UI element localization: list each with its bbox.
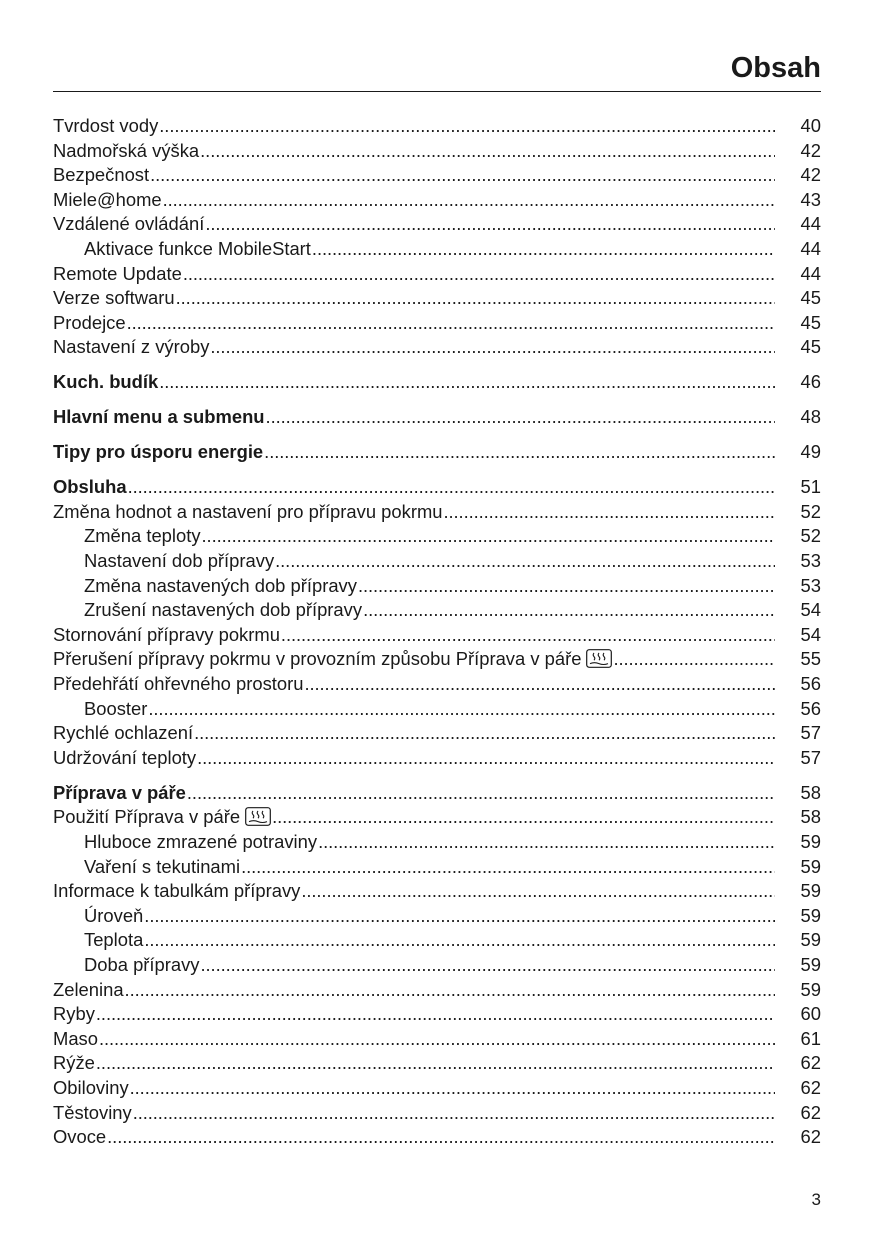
dot-leader (159, 370, 775, 395)
dot-leader (133, 1101, 775, 1126)
toc-entry[interactable] (53, 623, 821, 648)
toc-entry-page: 44 (800, 237, 821, 259)
toc-entry-page: 48 (800, 406, 821, 428)
toc-entry-label: Obsluha (53, 476, 127, 498)
toc-entry[interactable] (53, 805, 821, 830)
toc-entry-label: Úroveň (84, 904, 144, 926)
dot-leader (444, 500, 776, 525)
toc-entry-page: 51 (800, 476, 821, 498)
toc-subentry[interactable] (53, 855, 821, 880)
toc-entry-page: 52 (800, 525, 821, 547)
page-number: 3 (811, 1190, 821, 1209)
dot-leader (205, 212, 775, 237)
toc-entry[interactable] (53, 746, 821, 771)
dot-leader (163, 188, 775, 213)
dot-leader (127, 311, 775, 336)
toc-entry-page: 49 (800, 441, 821, 463)
toc-entry-page: 53 (800, 550, 821, 572)
toc-entry-page: 62 (800, 1076, 821, 1098)
steam-mode-icon (586, 649, 612, 668)
toc-entry[interactable] (53, 188, 821, 213)
dot-leader (187, 781, 775, 806)
toc-entry-label: Kuch. budík (53, 371, 159, 393)
toc-entry-label: Rychlé ochlazení (53, 722, 194, 744)
toc-section-heading[interactable] (53, 370, 821, 395)
toc-entry-page: 52 (800, 500, 821, 522)
toc-entry-page: 59 (800, 978, 821, 1000)
toc-entry-label: Tipy pro úsporu energie (53, 441, 264, 463)
toc-entry[interactable] (53, 647, 821, 672)
toc-entry[interactable] (53, 286, 821, 311)
toc-entry[interactable] (53, 139, 821, 164)
toc-entry-text: Přerušení přípravy pokrmu v provozním způsobu Příprava v páře (53, 648, 582, 670)
toc-entry-page: 60 (800, 1003, 821, 1025)
toc-entry-label: Příprava v páře (53, 781, 186, 803)
toc-subentry[interactable] (53, 524, 821, 549)
toc-entry-page: 40 (800, 115, 821, 136)
toc-entry[interactable] (53, 1125, 821, 1150)
dot-leader (183, 262, 775, 287)
toc-subentry[interactable] (53, 598, 821, 623)
toc-entry[interactable] (53, 721, 821, 746)
toc-entry-label: Vzdálené ovládání (53, 213, 205, 235)
toc-entry-page: 54 (800, 599, 821, 621)
toc-entry-page: 44 (800, 213, 821, 235)
toc-entry-label: Informace k tabulkám přípravy (53, 880, 301, 902)
toc-entry-page: 42 (800, 139, 821, 161)
dot-leader (304, 672, 775, 697)
toc-entry-page: 56 (800, 697, 821, 719)
toc-entry-label: Udržování teploty (53, 746, 197, 768)
toc-entry-label: Předehřátí ohřevného prostoru (53, 673, 304, 695)
toc-entry-label: Hluboce zmrazené potraviny (84, 830, 318, 852)
toc-subentry[interactable] (53, 830, 821, 855)
toc-entry-label: Těstoviny (53, 1101, 132, 1123)
toc-subentry[interactable] (53, 953, 821, 978)
toc-section-heading[interactable] (53, 405, 821, 430)
toc-entry-label: Hlavní menu a submenu (53, 406, 265, 428)
toc-subentry[interactable] (53, 549, 821, 574)
toc-entry[interactable] (53, 879, 821, 904)
title-divider (53, 91, 821, 92)
toc-subentry[interactable] (53, 574, 821, 599)
toc-entry-page: 45 (800, 336, 821, 358)
toc-section-heading[interactable] (53, 475, 821, 500)
toc-entry[interactable] (53, 978, 821, 1003)
toc-entry-page: 53 (800, 574, 821, 596)
toc-section-heading[interactable] (53, 781, 821, 806)
dot-leader (363, 598, 775, 623)
toc-entry-page: 59 (800, 953, 821, 975)
toc-entry-label: Zelenina (53, 978, 124, 1000)
toc-entry-label (53, 805, 271, 830)
dot-leader (128, 475, 775, 500)
toc-entry-page: 44 (800, 262, 821, 284)
toc-entry-page: 46 (800, 371, 821, 393)
dot-leader (96, 1051, 775, 1076)
toc-entry-page: 62 (800, 1101, 821, 1123)
toc-entry[interactable] (53, 212, 821, 237)
toc-entry-page: 58 (800, 781, 821, 803)
toc-entry[interactable] (53, 1027, 821, 1052)
dot-leader (272, 805, 775, 830)
toc-entry-page: 55 (800, 648, 821, 670)
toc-entry[interactable] (53, 262, 821, 287)
toc-entry-label: Změna hodnot a nastavení pro přípravu pokrmu (53, 500, 443, 522)
toc-entry-label: Verze softwaru (53, 287, 175, 309)
toc-entry-label: Booster (84, 697, 148, 719)
dot-leader (266, 405, 775, 430)
toc-entry-page: 59 (800, 830, 821, 852)
dot-leader (159, 114, 775, 139)
toc-subentry[interactable] (53, 697, 821, 722)
toc-entry[interactable] (53, 114, 821, 139)
steam-mode-icon (245, 807, 271, 826)
toc-entry-page: 54 (800, 623, 821, 645)
toc-entry-page: 43 (800, 188, 821, 210)
toc-entry-page: 59 (800, 929, 821, 951)
toc-entry-label: Prodejce (53, 311, 126, 333)
toc-entry-label: Miele@home (53, 188, 162, 210)
dot-leader (241, 855, 775, 880)
toc-entry[interactable] (53, 1051, 821, 1076)
toc-entry[interactable] (53, 1101, 821, 1126)
dot-leader (202, 524, 775, 549)
toc-subentry[interactable] (53, 928, 821, 953)
dot-leader (96, 1002, 775, 1027)
dot-leader (318, 830, 775, 855)
toc-entry-page: 57 (800, 722, 821, 744)
toc-entry-label: Tvrdost vody (53, 115, 159, 136)
toc-entry-label: Stornování přípravy pokrmu (53, 623, 280, 645)
toc-entry-label: Aktivace funkce MobileStart (84, 237, 311, 259)
toc-entry-page: 42 (800, 164, 821, 186)
toc-entry-label (53, 647, 612, 672)
toc-entry-text: Použití Příprava v páře (53, 806, 241, 828)
dot-leader (197, 746, 775, 771)
toc-entry-page: 59 (800, 880, 821, 902)
toc-entry-label: Zrušení nastavených dob přípravy (84, 599, 363, 621)
toc-entry[interactable] (53, 311, 821, 336)
toc-entry-label: Změna teploty (84, 525, 201, 547)
toc-entry-page: 57 (800, 746, 821, 768)
toc-entry-page: 59 (800, 904, 821, 926)
dot-leader (148, 697, 775, 722)
dot-leader (99, 1027, 775, 1052)
toc-entry[interactable] (53, 500, 821, 525)
toc-entry-page: 61 (800, 1027, 821, 1049)
toc-entry-label: Vaření s tekutinami (84, 855, 241, 877)
toc-entry[interactable] (53, 335, 821, 360)
toc-subentry[interactable] (53, 904, 821, 929)
table-of-contents (53, 114, 821, 1150)
dot-leader (144, 904, 775, 929)
dot-leader (210, 335, 775, 360)
dot-leader (281, 623, 775, 648)
dot-leader (301, 879, 775, 904)
dot-leader (613, 647, 775, 672)
dot-leader (130, 1076, 775, 1101)
dot-leader (264, 440, 775, 465)
toc-entry-page: 58 (800, 806, 821, 828)
dot-leader (176, 286, 775, 311)
toc-entry-label: Teplota (84, 929, 144, 951)
dot-leader (200, 139, 775, 164)
dot-leader (275, 549, 775, 574)
toc-entry[interactable] (53, 1002, 821, 1027)
toc-entry-page: 56 (800, 673, 821, 695)
toc-entry[interactable] (53, 1076, 821, 1101)
toc-entry-page: 62 (800, 1052, 821, 1074)
dot-leader (201, 953, 775, 978)
toc-entry-label: Maso (53, 1027, 98, 1049)
toc-section-heading[interactable] (53, 440, 821, 465)
toc-entry-label: Změna nastavených dob přípravy (84, 574, 357, 596)
toc-entry-label: Doba přípravy (84, 953, 200, 975)
toc-entry[interactable] (53, 163, 821, 188)
toc-entry-label: Remote Update (53, 262, 182, 284)
toc-entry-label: Ovoce (53, 1126, 107, 1148)
dot-leader (144, 928, 775, 953)
page-title: Obsah (730, 52, 821, 84)
toc-entry-page: 62 (800, 1126, 821, 1148)
dot-leader (194, 721, 775, 746)
dot-leader (150, 163, 775, 188)
dot-leader (107, 1125, 775, 1150)
toc-entry-label: Obiloviny (53, 1076, 129, 1098)
dot-leader (358, 574, 775, 599)
toc-entry-label: Ryby (53, 1003, 95, 1025)
toc-entry-label: Bezpečnost (53, 164, 150, 186)
toc-entry-page: 59 (800, 855, 821, 877)
toc-subentry[interactable] (53, 237, 821, 262)
toc-entry-page: 45 (800, 311, 821, 333)
dot-leader (125, 978, 775, 1003)
toc-entry-label: Nastavení z výroby (53, 336, 210, 358)
toc-entry-label: Nastavení dob přípravy (84, 550, 275, 572)
toc-entry[interactable] (53, 672, 821, 697)
toc-entry-page: 45 (800, 287, 821, 309)
dot-leader (312, 237, 775, 262)
toc-entry-label: Rýže (53, 1052, 95, 1074)
toc-entry-label: Nadmořská výška (53, 139, 200, 161)
